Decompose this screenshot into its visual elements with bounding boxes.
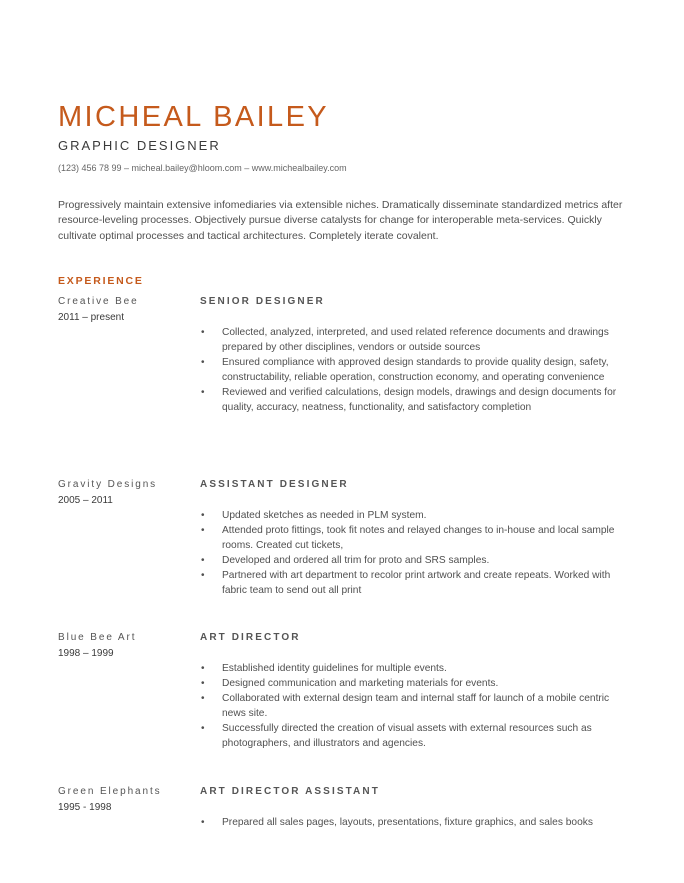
- bullet-text: Established identity guidelines for multiple events.: [222, 663, 447, 674]
- list-item: [200, 691, 628, 721]
- list-item: [200, 721, 628, 751]
- list-item: [200, 508, 628, 523]
- candidate-title: GRAPHIC DESIGNER: [58, 138, 221, 153]
- bullet-text: Partnered with art department to recolor print artwork and create repeats. Worked with fabric team to send out all print: [222, 570, 611, 596]
- bullet-dot-icon: •: [201, 693, 205, 704]
- job-company: Gravity Designs: [58, 479, 158, 490]
- bullet-text: Developed and ordered all trim for proto and SRS samples.: [222, 555, 490, 566]
- summary-paragraph: Progressively maintain extensive infomediaries via extensible niches. Dramatically disseminate standardized metrics after resource-leveling processes. Objectively pursue diverse catalysts for change for interoperable meta-services. Quickly cultivate optimal processes and tactical architectures. Completely iterate covalent.: [58, 199, 623, 242]
- bullet-dot-icon: •: [201, 570, 205, 581]
- list-item: [200, 325, 628, 355]
- job-company: Blue Bee Art: [58, 632, 137, 643]
- bullet-text: Collected, analyzed, interpreted, and used related reference documents and drawings prepared by other disciplines, vendors or outside sources: [222, 327, 609, 353]
- bullet-text: Successfully directed the creation of visual assets with external resources such as photographers, and illustrators and agencies.: [222, 723, 592, 749]
- job-bullet-list: [200, 508, 628, 598]
- bullet-dot-icon: •: [201, 817, 205, 828]
- bullet-dot-icon: •: [201, 663, 205, 674]
- bullet-dot-icon: •: [201, 555, 205, 566]
- job-dates: 2005 – 2011: [58, 495, 113, 506]
- contact-line: (123) 456 78 99 – micheal.bailey@hloom.com – www.michealbailey.com: [58, 163, 347, 173]
- job-bullet-list: [200, 815, 628, 830]
- candidate-name: MICHEAL BAILEY: [58, 101, 330, 133]
- bullet-dot-icon: •: [201, 387, 205, 398]
- bullet-dot-icon: •: [201, 678, 205, 689]
- bullet-dot-icon: •: [201, 525, 205, 536]
- list-item: [200, 661, 628, 676]
- bullet-text: Attended proto fittings, took fit notes and relayed changes to in-house and local sample rooms. Created cut tickets,: [222, 525, 615, 551]
- bullet-dot-icon: •: [201, 723, 205, 734]
- bullet-text: Collaborated with external design team and internal staff for launch of a mobile centric news site.: [222, 693, 610, 719]
- job-role: ASSISTANT DESIGNER: [200, 479, 349, 490]
- bullet-dot-icon: •: [201, 510, 205, 521]
- job-role: ART DIRECTOR: [200, 632, 301, 643]
- list-item: [200, 676, 628, 691]
- bullet-text: Designed communication and marketing materials for events.: [222, 678, 499, 689]
- job-role: ART DIRECTOR ASSISTANT: [200, 786, 380, 797]
- job-bullet-list: [200, 325, 628, 415]
- job-bullet-list: [200, 661, 628, 751]
- bullet-text: Prepared all sales pages, layouts, presentations, fixture graphics, and sales books: [222, 817, 593, 828]
- job-company: Green Elephants: [58, 786, 162, 797]
- job-role: SENIOR DESIGNER: [200, 296, 325, 307]
- bullet-text: Updated sketches as needed in PLM system.: [222, 510, 427, 521]
- job-dates: 2011 – present: [58, 312, 124, 323]
- list-item: [200, 553, 628, 568]
- job-dates: 1998 – 1999: [58, 648, 114, 659]
- bullet-text: Ensured compliance with approved design standards to provide quality design, safety, constructability, reliable operation, construction economy, and operating convenience: [222, 357, 609, 383]
- bullet-dot-icon: •: [201, 357, 205, 368]
- list-item: [200, 568, 628, 598]
- job-company: Creative Bee: [58, 296, 139, 307]
- experience-heading: EXPERIENCE: [58, 275, 144, 287]
- bullet-dot-icon: •: [201, 327, 205, 338]
- list-item: [200, 523, 628, 553]
- job-dates: 1995 - 1998: [58, 802, 112, 813]
- list-item: [200, 355, 628, 385]
- list-item: [200, 815, 628, 830]
- list-item: [200, 385, 628, 415]
- bullet-text: Reviewed and verified calculations, design models, drawings and design documents for quality, accuracy, neatness, functionality, and satisfactory completion: [222, 387, 617, 413]
